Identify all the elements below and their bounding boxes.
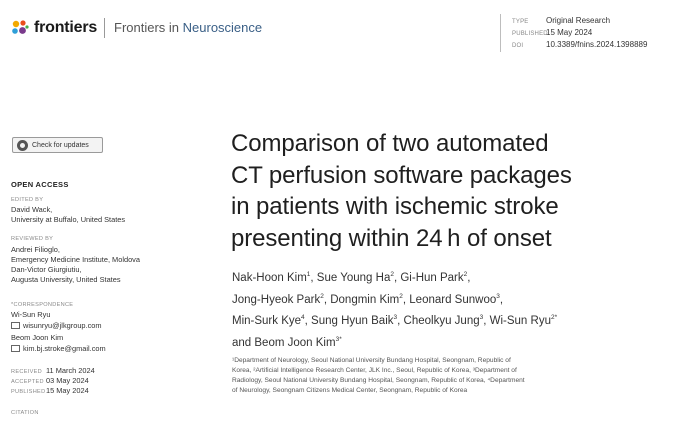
journal-prefix: Frontiers in (114, 20, 183, 35)
journal-name[interactable] (114, 20, 262, 35)
doi[interactable] (512, 40, 647, 49)
reviewer-name: Dan-Victor Giurgiutiu, (11, 265, 82, 274)
author-affil-mark: 2* (550, 314, 558, 322)
affiliation-line: of Neurology, Seongnam Citizens Medical Center, Seongnam, Republic of Korea (232, 387, 468, 394)
published-date (512, 28, 592, 37)
check-for-updates-button[interactable] (12, 137, 103, 153)
author-name[interactable]: Cheolkyu Jung (403, 315, 480, 328)
title-line: CT perfusion software packages (231, 161, 572, 189)
author-affil-mark: 3 (479, 314, 484, 322)
date-key: ACCEPTED (11, 379, 44, 385)
email-text: kim.bj.stroke@gmail.com (23, 344, 106, 353)
author-affil-mark: 2 (463, 271, 468, 278)
brand-name: frontiers (34, 19, 98, 36)
author-affil-mark: 4 (301, 314, 305, 322)
date-key: RECEIVED (11, 369, 42, 375)
author-name[interactable]: Jong-Hyeok Park (232, 293, 321, 306)
meta-divider (500, 14, 501, 52)
published-date-side (11, 386, 89, 395)
refresh-icon (17, 140, 28, 151)
reviewer-affiliation: Emergency Medicine Institute, Moldova (11, 255, 140, 264)
frontiers-dots-logo-icon (10, 18, 30, 38)
author-name[interactable]: Nak-Hoon Kim (232, 272, 307, 284)
editor-affiliation: University at Buffalo, United States (11, 215, 126, 224)
received-date (11, 366, 95, 375)
author-line: Nak-Hoon Kim$^1$, Sue Young Ha$^2$, Gi-Hun Park$^2$, (232, 271, 471, 284)
date-value: 11 March 2024 (46, 366, 95, 375)
author-affil-mark: 2 (320, 292, 324, 300)
author-affil-mark: 2 (390, 271, 394, 278)
author-affil-mark: 3 (496, 292, 500, 300)
reviewed-by-heading: REVIEWED BY (11, 236, 54, 242)
date-value: 03 May 2024 (46, 376, 89, 385)
meta-key: PUBLISHED (512, 31, 548, 37)
title-line: Comparison of two automated (231, 130, 549, 157)
author-affil-mark: 3 (393, 314, 398, 322)
affiliations (232, 356, 672, 396)
envelope-icon (11, 345, 20, 352)
correspondent-email[interactable] (11, 321, 102, 330)
meta-value: Original Research (546, 16, 611, 25)
meta-value: 10.3389/fnins.2024.1398889 (546, 40, 648, 49)
email-text: wisunryu@jlkgroup.com (23, 321, 102, 330)
author-affil-mark: 1 (306, 271, 311, 278)
meta-value: 15 May 2024 (546, 28, 593, 37)
article-type (512, 16, 610, 25)
reviewer-affiliation: Augusta University, United States (11, 275, 121, 284)
edited-by-heading: EDITED BY (11, 197, 44, 203)
date-value: 15 May 2024 (46, 386, 89, 395)
title-line: presenting within 24 h of onset (231, 224, 552, 252)
correspondent-name: Beom Joon Kim (11, 333, 64, 342)
affiliation-line: Radiology, Seoul National University Bundang Hospital, Seongnam, Republic of Korea, ⁴Department (232, 377, 525, 384)
author-affil-mark: 3* (335, 335, 342, 343)
date-key: PUBLISHED (11, 389, 46, 395)
author-name[interactable]: Min-Surk Kye (232, 315, 302, 328)
author-line: Min-Surk Kye$^4$, Sung Hyun Baik$^3$, Cheolkyu Jung$^3$, Wi-Sun Ryu$^{2*}$ (232, 314, 558, 328)
accepted-date (11, 376, 89, 385)
author-name[interactable]: Dongmin Kim (330, 293, 400, 306)
author-name[interactable]: Sung Hyun Baik (311, 315, 394, 328)
author-line (232, 331, 672, 353)
affiliation-line: ¹Department of Neurology, Seoul National University Bundang Hospital, Seongnam, Republic of (232, 357, 511, 364)
reviewer-name: Andrei Filioglo, (11, 245, 60, 254)
author-name[interactable]: Leonard Sunwoo (409, 293, 497, 306)
editor-name: David Wack, (11, 205, 53, 214)
journal-accent: Neuroscience (182, 20, 263, 35)
envelope-icon (11, 322, 20, 329)
article-title (231, 128, 661, 254)
affiliation-line: Korea, ²Artificial Intelligence Research Center, JLK Inc., Seoul, Republic of Korea, ³Department of (232, 367, 517, 374)
author-line: Jong-Hyeok Park$^2$, Dongmin Kim$^2$, Leonard Sunwoo$^3$, (232, 292, 504, 306)
citation-heading: CITATION (11, 410, 39, 416)
author-name[interactable]: Wi-Sun Ryu (489, 315, 551, 328)
correspondence-heading: *CORRESPONDENCE (11, 302, 74, 308)
correspondent-name: Wi-Sun Ryu (11, 310, 51, 319)
meta-key: DOI (512, 43, 524, 49)
correspondent-email[interactable] (11, 344, 106, 353)
authors-connector: and (232, 336, 252, 349)
author-list (232, 266, 672, 352)
frontiers-logo[interactable] (10, 18, 97, 38)
author-name[interactable]: Beom Joon Kim (254, 336, 336, 349)
author-affil-mark: 2 (399, 292, 403, 300)
title-line: in patients with ischemic stroke (231, 193, 559, 220)
check-for-updates-label: Check for updates (32, 141, 89, 149)
author-name[interactable]: Gi-Hun Park (400, 272, 464, 284)
header-divider (104, 18, 105, 38)
open-access-label: OPEN ACCESS (11, 180, 69, 189)
author-name[interactable]: Sue Young Ha (316, 272, 391, 284)
meta-key: TYPE (512, 19, 529, 25)
